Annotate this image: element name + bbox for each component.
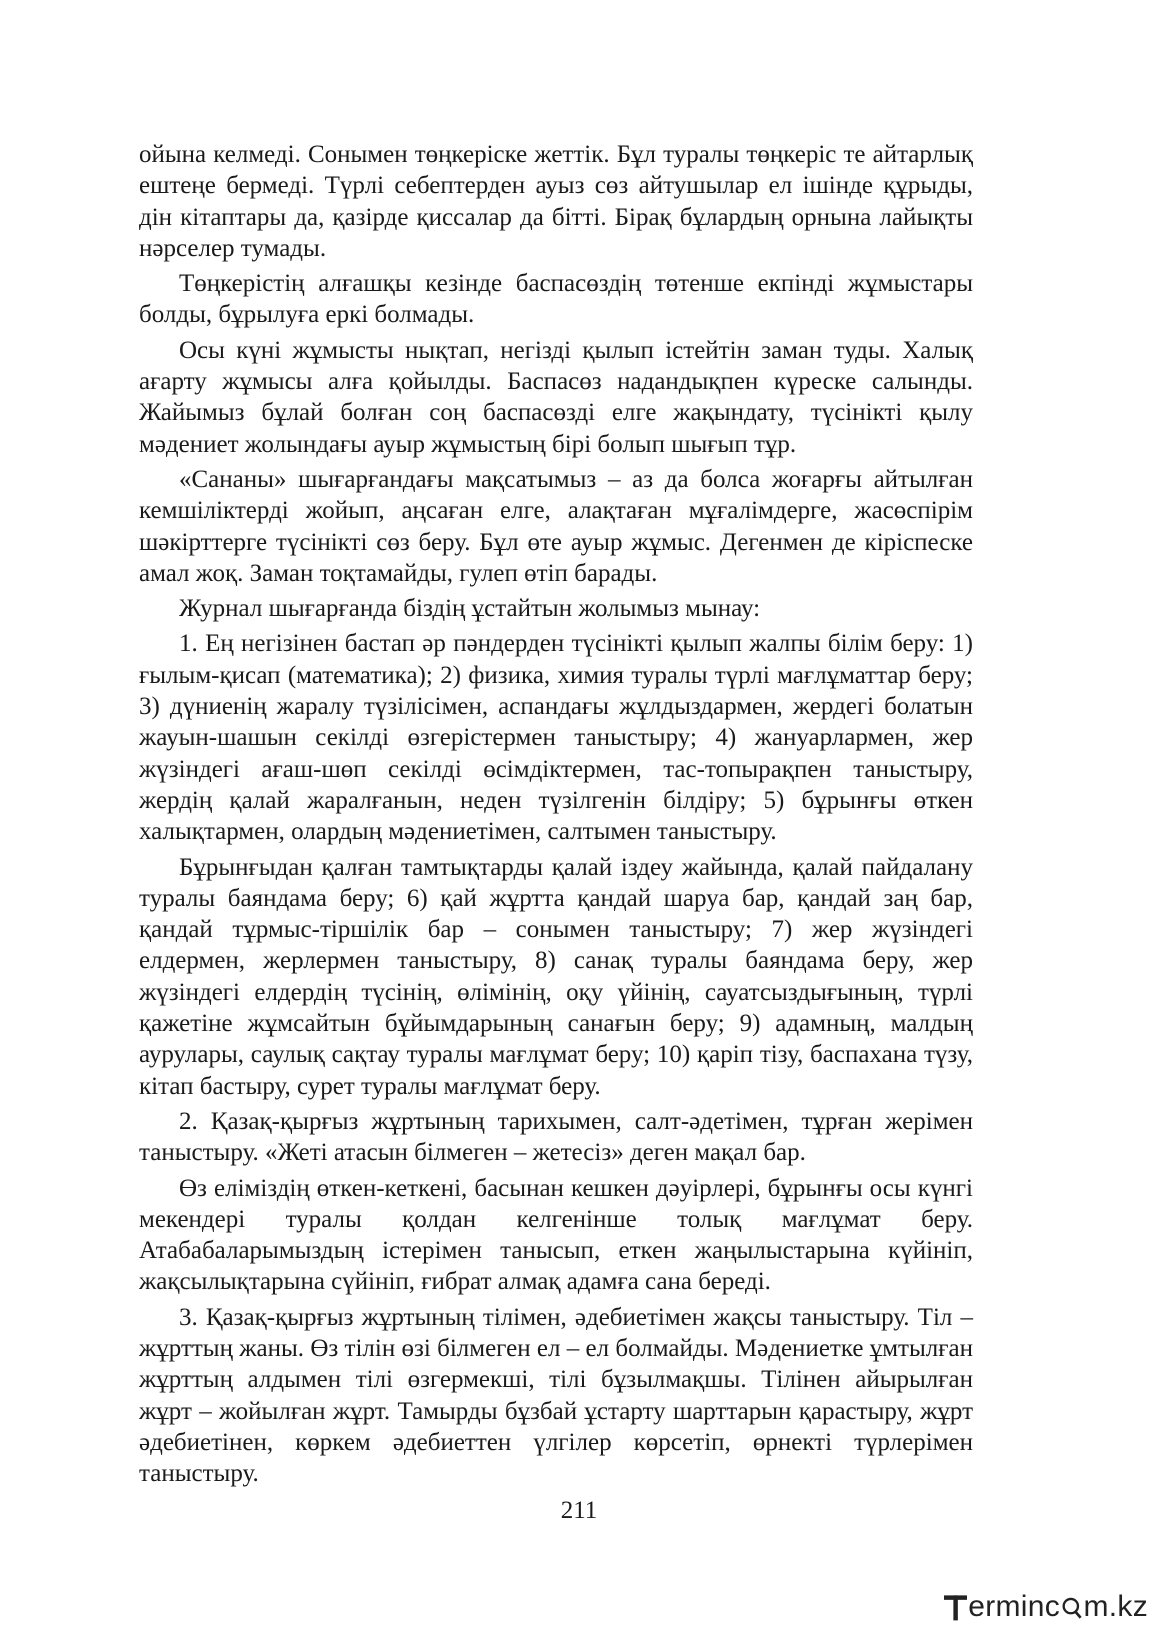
watermark-logo: ermin c m.kz — [944, 1585, 1148, 1629]
paragraph: Өз еліміздің өткен-кеткені, басынан кешкен дәуірлері, бұрынғы осы күнгі мекендері туралы қолдан келгенінше толық мағлұмат беру. Атабабаларымыздың істерімен танысып, еткен жаңылыстарына күйініп, жақсылықтарына сүйініп, ғибрат алмақ адамға сана береді. — [139, 1174, 973, 1296]
paragraph: 1. Ең негізінен бастап әр пәндерден түсінікті қылып жалпы білім беру: 1) ғылым-қисап (математика); 2) физика, химия туралы түрлі мағлұматтар беру; 3) дүниенің жаралу түзілісімен, аспандағы жұлдыздармен, жердегі болатын жауын-шашын секілді өзгерістермен таныстыру; 4) жануарлармен, жер жүзіндегі ағаш-шөп секілді өсімдіктермен, тас-топырақпен таныстыру, жердің қалай жаралғанын, неден түзілгенін білдіру; 5) бұрынғы өткен халықтармен, олардың мәдениетімен, салтымен таныстыру. — [139, 630, 973, 846]
paragraph: 2. Қазақ-қырғыз жұртының тарихымен, салт-әдетімен, тұрған жерімен таныстыру. «Жеті атасын білмеген – жетесіз» деген мақал бар. — [139, 1107, 973, 1167]
paragraph: Журнал шығарғанда біздің ұстайтын жолымыз мынау: — [179, 595, 761, 623]
magnifier-icon — [1061, 1592, 1082, 1622]
page-body — [139, 139, 973, 1493]
page-number: 211 — [560, 1497, 598, 1524]
paragraph: Төңкерістің алғашқы кезінде баспасөздің төтенше екпінді жұмыстары болды, бұрылуға еркі болмады. — [139, 270, 973, 329]
paragraph: ойына келмеді. Сонымен төңкеріске жеттік. Бұл туралы төңкеріс те айтарлық ештеңе бермеді. Түрлі себептерден ауыз сөз айтушылар ел ішінде құрыды, дін кітаптары да, қазірде қиссалар да бітті. Бірақ бұлардың орнына лайықты нәрселер тумады. — [139, 141, 973, 262]
paragraph: Бұрынғыдан қалған тамтықтарды қалай іздеу жайында, қалай пайдалану туралы баяндама беру; 6) қай жұртта қандай шаруа бар, қандай заң бар, қандай тұрмыс-тіршілік бар – сонымен таныстыру; 7) жер жүзіндегі елдермен, жерлермен таныстыру, 8) санақ туралы баяндама беру, жер жүзіндегі елдердің түсінің, өлімінің, оқу үйінің, сауатсыздығының, түрлі қажетіне жұмсайтын бұйымдарының санағын беру; 9) адамның, малдың аурулары, саулық сақтау туралы мағлұмат беру; 10) қаріп тізу, баспахана түзу, кітап бастыру, сурет туралы мағлұмат беру. — [139, 853, 973, 1100]
paragraph: 3. Қазақ-қырғыз жұртының тілімен, әдебиетімен жақсы таныстыру. Тіл – жұрттың жаны. Өз тілін өзі білмеген ел – ел болмайды. Мәдениетке ұмтылған жұрттың алдымен тілі өзгермекші, тілі бұзылмақшы. Тілінен айырылған жұрт – жойылған жұрт. Тамырды бұзбай ұстарту шарттарын қарастыру, жұрт әдебиетінен, көркем әдебиеттен үлгілер көрсетіп, өрнекті түрлерімен таныстыру. — [139, 1303, 973, 1488]
paragraph: Осы күні жұмысты нықтап, негізді қылып істейтін заман туды. Халық ағарту жұмысы алға қойылды. Баспасөз надандықпен күреске салынды. Жайымыз бұлай болған соң баспасөзді елге жақындату, түсінікті қылу мәдениет жолындағы ауыр жұмыстың бірі болып шығып тұр. — [139, 336, 973, 458]
paragraph: «Сананы» шығарғандағы мақсатымыз – аз да болса жоғарғы айтылған кемшіліктерді жойып, аңсаған елге, алақтаған мұғалімдерге, жасөспірім шәкірттерге түсінікті сөз беру. Бұл өте ауыр жұмыс. Дегенмен де кіріспеске амал жоқ. Заман тоқтамайды, гулеп өтіп барады. — [139, 465, 973, 587]
termincom-logo-icon — [944, 1590, 967, 1624]
